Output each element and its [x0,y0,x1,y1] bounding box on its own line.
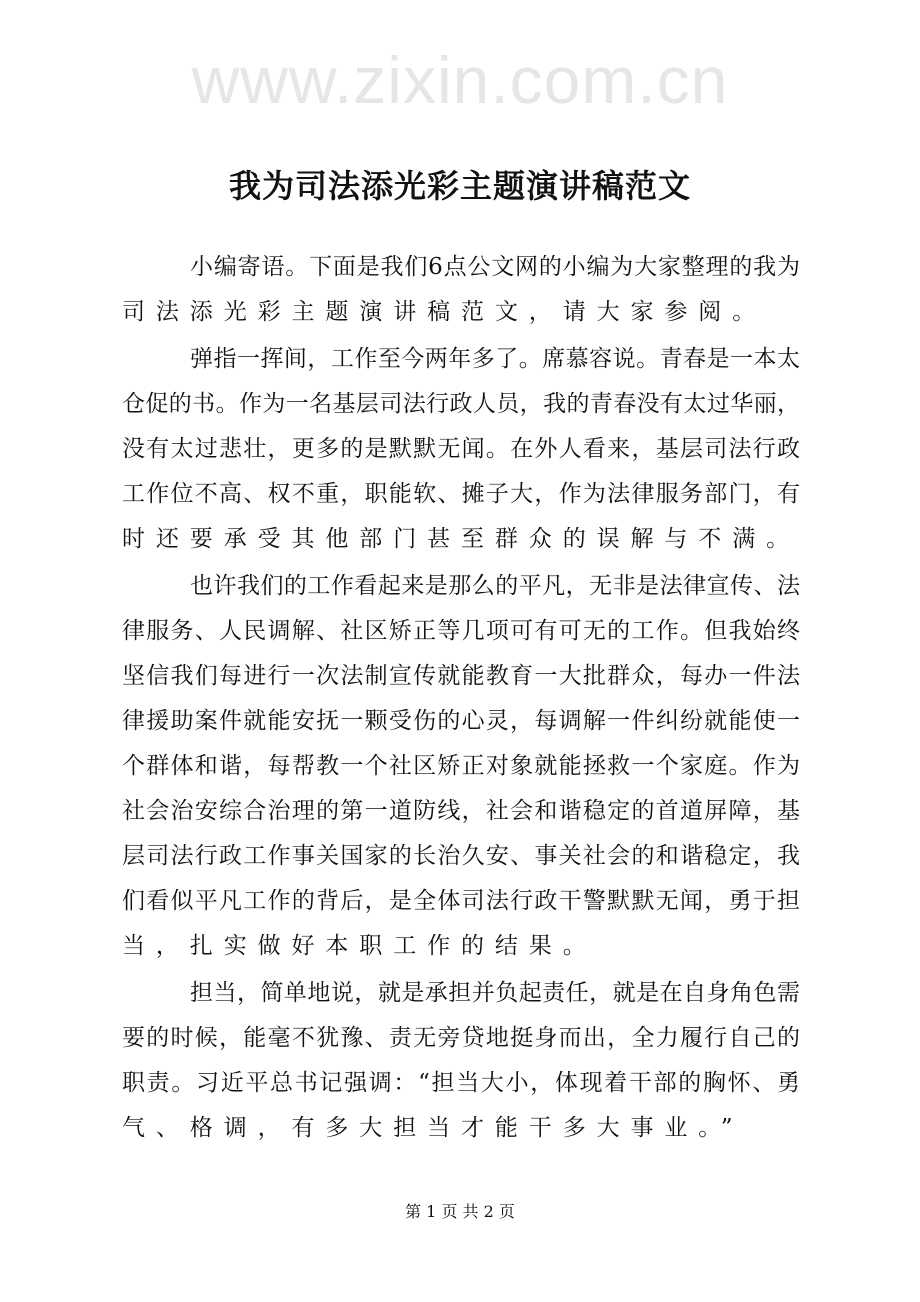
paragraph [122,564,800,969]
paragraph-line: 当，扎实做好本职工作的结果。 [122,933,597,959]
paragraph-line: 工作位不高、权不重，职能软、摊子大，作为法律服务部门，有 [122,481,800,507]
paragraph-line: 个群体和谐，每帮教一个社区矫正对象就能拯救一个家庭。作为 [122,753,800,779]
page-footer: 第 1 页 共 2 页 [405,1202,515,1221]
paragraph-line: 律援助案件就能安抚一颗受伤的心灵，每调解一件纠纷就能使一 [122,708,800,734]
paragraph-line: 社会治安综合治理的第一道防线，社会和谐稳定的首道屏障，基 [122,798,800,824]
paragraph-line: 职责。习近平总书记强调：“担当大小，体现着干部的胸怀、勇 [122,1070,800,1096]
document-title: 我为司法添光彩主题演讲稿范文 [228,167,691,205]
paragraph [122,971,800,1151]
paragraph-line: 气、格调，有多大担当才能干多大事业。” [122,1115,744,1141]
paragraph-line: 们看似平凡工作的背后，是全体司法行政干警默默无闻，勇于担 [122,888,800,914]
paragraph-line: 弹指一挥间，工作至今两年多了。席慕容说。青春是一本太 [190,346,800,372]
document-body [122,245,800,1153]
paragraph-line: 层司法行政工作事关国家的长治久安、事关社会的和谐稳定，我 [122,843,800,869]
paragraph-line: 担当，简单地说，就是承担并负起责任，就是在自身角色需 [190,980,800,1006]
paragraph-line: 仓促的书。作为一名基层司法行政人员，我的青春没有太过华丽， [122,391,800,417]
paragraph-line: 司法添光彩主题演讲稿范文，请大家参阅。 [122,299,767,325]
paragraph [122,337,800,562]
paragraph-line: 没有太过悲壮，更多的是默默无闻。在外人看来，基层司法行政 [122,436,800,462]
paragraph-line: 要的时候，能毫不犹豫、责无旁贷地挺身而出，全力履行自己的 [122,1025,800,1051]
paragraph-line: 律服务、人民调解、社区矫正等几项可有可无的工作。但我始终 [122,618,800,644]
paragraph-line: 时还要承受其他部门甚至群众的误解与不满。 [122,526,800,552]
watermark: www.zixin.com.cn [191,43,729,117]
paragraph-line: 小编寄语。下面是我们6点公文网的小编为大家整理的我为 [190,254,800,280]
paragraph-line: 也许我们的工作看起来是那么的平凡，无非是法律宣传、法 [190,573,800,599]
paragraph [122,245,800,335]
paragraph-line: 坚信我们每进行一次法制宣传就能教育一大批群众，每办一件法 [122,663,800,689]
